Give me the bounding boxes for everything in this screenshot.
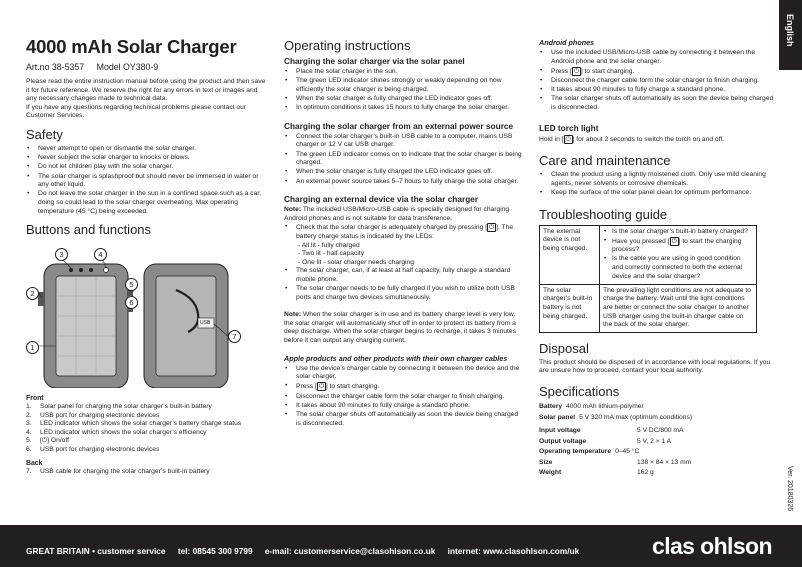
spec-key: Size — [539, 458, 553, 466]
spec-value: 5 V, 2 × 1 A — [637, 437, 672, 445]
solution-cell: The prevailing light conditions are not adequate to charge the battery. Wait until the light conditions are better or connect the solar charger to another USB charger using the built-in charger cable on the back of the solar charger. — [600, 284, 757, 332]
front-heading: Front — [26, 395, 44, 403]
care-heading: Care and maintenance — [539, 153, 671, 169]
list-item: • The green LED indicator shines strongly or weakly depending on how efficiently the solar charger is being charged. — [284, 77, 522, 94]
apple-list — [284, 365, 522, 429]
column-left — [26, 36, 268, 476]
intro-contact: If you have any questions regarding technical problems please contact our Customer Services. — [26, 103, 247, 120]
spec-value: 5 V DC/800 mA — [637, 427, 684, 434]
text: to start the charging process? — [612, 237, 742, 254]
list-item: • Is the solar charger’s built-in battery charged? — [603, 228, 753, 237]
text: to start charging. — [329, 383, 380, 391]
list-item: • Have you pressed [ ⏻ ] to start the charging process? — [603, 237, 753, 255]
text: Press — [551, 67, 569, 75]
note-text: The included USB/Micro-USB cable is specially designed for charging Android phones and is not suitable for data transference. — [284, 206, 510, 222]
text: Press — [296, 383, 314, 391]
spec-value: 5 V 320 mA max (optimum conditions) — [579, 413, 693, 421]
list-item: • Do not leave the solar charger in the sun in a confined space such as a car, doing so could lead to the solar charger overheating. Max operating temperature (45 °C) being exceeded. — [26, 190, 268, 216]
led-efficiency-indicator — [104, 268, 109, 273]
list-item: • Use the device’s charger cable by connecting it between the device and the solar charger. — [284, 365, 522, 382]
spec-value: 162 g — [637, 469, 654, 476]
list-item: • The green LED indicator comes on to indicate that the solar charger is being charged. — [284, 151, 522, 168]
article-number-line — [26, 61, 268, 73]
power-icon: ⏻ — [573, 67, 579, 75]
external-device-list — [284, 223, 522, 241]
device-illustration — [26, 240, 256, 388]
brand-logo: clas ohlson — [652, 533, 772, 559]
item-text: Solar panel for charging the solar charger’s built-in battery — [40, 403, 212, 411]
list-item: • Check that the solar charger is adequately charged by pressing [ ⏻ ]. The battery charge status is indicated by the LEDs: — [284, 223, 522, 241]
list-item: • The solar charger needs to be fully charged if you wish to utilize both USB ports and charge two devices simultaneously. — [284, 285, 522, 302]
note-label: Note: — [284, 311, 302, 319]
spec-key: Weight — [539, 469, 562, 476]
footer-bar — [0, 525, 802, 567]
text: . The battery charge status is indicated by the LEDs: — [296, 224, 514, 240]
solar-panel-charging-heading: Charging the solar charger via the solar panel — [284, 56, 465, 66]
language-tab — [779, 0, 802, 70]
item-text: LED indicator which shows the solar charger’s efficiency — [40, 428, 207, 436]
disposal-text: This product should be disposed of in accordance with local regulations. If you are unsure how to proceed, contact your local authority. — [539, 358, 771, 375]
external-source-list — [284, 133, 522, 186]
led-charge-indicator — [69, 268, 73, 272]
callout-4: 4 — [94, 248, 107, 261]
spec-value: 0–45 °C — [615, 448, 640, 455]
led-status-line: - One lit - solar charger needs charging — [298, 258, 414, 266]
solution-cell — [600, 225, 757, 284]
note-text: When the solar charger is in use and its battery charge level is very low, the solar charger will automatically shut off in order to protect its battery from a deep discharge. When the solar charger begins to recharge, it takes 3 minutes before it can output any charging current. — [284, 311, 516, 345]
table-row — [540, 284, 757, 332]
safety-heading: Safety — [26, 126, 63, 142]
list-item: • Clean the product using a lightly moistened cloth. Only use mild cleaning agents, never solvents or corrosive chemicals. — [539, 171, 775, 188]
safety-list — [26, 145, 268, 216]
list-item: • The solar charger shuts off automatically as soon the device being charged is disconnected. — [539, 95, 775, 112]
usb-label: USB — [200, 320, 211, 327]
led-status-line: - All lit - fully charged — [298, 242, 360, 250]
back-heading: Back — [26, 459, 43, 467]
troubleshooting-heading: Troubleshooting guide — [539, 206, 668, 222]
power-icon: ⏻ — [565, 135, 571, 143]
list-item: • The solar charger shuts off automatically as soon the device being charged is disconnected. — [284, 411, 522, 428]
spec-row — [539, 458, 775, 469]
problem-cell: The solar charger’s built-in battery is not being charged. — [540, 284, 600, 332]
power-icon: ⏻ — [489, 224, 495, 232]
callout-7: 7 — [228, 330, 241, 343]
list-item — [26, 412, 268, 421]
specifications-heading: Specifications — [539, 384, 620, 399]
spec-row — [539, 437, 775, 448]
list-item: • An external power source takes 5–7 hours to fully charge the solar charger. — [284, 178, 522, 187]
list-item: • It takes about 90 minutes to fully charge a standard phone. — [539, 86, 775, 95]
note-label: Note: — [284, 206, 302, 214]
operating-heading: Operating instructions — [284, 38, 411, 53]
device-drawing — [26, 240, 256, 388]
model-number: Model OY380-9 — [96, 62, 159, 72]
item-number: 1. — [26, 403, 32, 411]
table-row — [540, 225, 757, 284]
solar-panel — [56, 276, 116, 376]
spec-key: Operating temperature — [539, 448, 612, 455]
item-text: LED indicator which shows the solar charger’s battery charge status — [40, 420, 242, 428]
item-number: 5. — [26, 437, 32, 445]
item-text: [⏻] On/off — [40, 437, 69, 445]
version-label: Ver. 20180326 — [786, 466, 793, 512]
list-item — [26, 446, 268, 455]
list-item — [26, 420, 268, 429]
list-item: • When the solar charger is fully charged the LED indicator goes off. — [284, 168, 522, 177]
text: Hold in — [539, 135, 560, 143]
list-item: • Never attempt to open or dismantle the solar charger. — [26, 145, 268, 154]
external-device-heading: Charging an external device via the solar charger — [284, 194, 479, 205]
item-number: 6. — [26, 446, 32, 454]
text: to start charging. — [584, 67, 635, 75]
item-number: 7. — [26, 467, 32, 475]
led-torch-heading: LED torch light — [539, 122, 599, 133]
solution-list — [603, 228, 753, 282]
list-item: • Connect the solar charger’s built-in USB cable to a computer, mains USB charger or 12 V car USB charger. — [284, 133, 522, 150]
list-item: • Disconnect the charger cable form the solar charger to finish charging. — [539, 77, 775, 86]
list-item: • When the solar charger is fully charged the LED indicator goes off. — [284, 95, 522, 104]
spec-row — [539, 447, 775, 458]
footer-email: e-mail: customerservice@clasohlson.co.uk — [264, 546, 436, 556]
text: Have you pressed — [612, 237, 666, 245]
spec-key: Battery — [539, 403, 563, 410]
language-label: English — [785, 14, 795, 47]
column-right — [539, 36, 775, 479]
list-item: • It takes about 90 minutes to fully charge a standard phone. — [284, 402, 522, 411]
back-parts-list — [26, 468, 268, 477]
solar-charging-list — [284, 68, 522, 113]
article-number: Art.no 38-5357 — [26, 62, 85, 72]
power-icon: ⏻ — [318, 383, 324, 391]
item-number: 2. — [26, 411, 32, 419]
list-item: • Press [ ⏻ ] to start charging. — [539, 67, 775, 77]
led-charge-indicator — [79, 268, 83, 272]
led-status-line: - Two lit - half capacity — [298, 250, 365, 258]
list-item: • The solar charger is splashproof but should never be immersed in water or any other liquid. — [26, 173, 268, 190]
led-torch-text: Hold in [ ⏻ ] for about 2 seconds to switch the torch on and off. — [539, 135, 725, 143]
text: for about 2 seconds to switch the torch on and off. — [576, 135, 725, 143]
list-item — [26, 403, 268, 412]
spec-value: 138 × 84 × 13 mm — [637, 458, 692, 466]
spec-row — [539, 402, 775, 413]
callout-6: 6 — [125, 296, 138, 309]
care-list — [539, 171, 775, 197]
callout-2: 2 — [26, 287, 39, 300]
intro-paragraph: Please read the entire instruction manual before using the product and then save it for future reference. We reserve the right for any errors in text or images and any necessary changes made to technical data. — [26, 78, 266, 103]
list-item: • Use the included USB/Micro-USB cable by connecting it between the Android phone and the solar charger. — [539, 49, 775, 66]
device-note — [284, 206, 522, 223]
troubleshooting-table — [539, 225, 757, 333]
list-item — [26, 437, 268, 446]
buttons-heading: Buttons and functions — [26, 222, 152, 238]
item-number: 4. — [26, 428, 32, 436]
front-parts-list — [26, 403, 268, 455]
list-item — [26, 468, 268, 477]
callout-3: 3 — [55, 248, 68, 261]
callout-5: 5 — [125, 278, 138, 291]
spec-key: Solar panel — [539, 413, 576, 421]
page-title: 4000 mAh Solar Charger — [26, 36, 237, 57]
list-item: • Never subject the solar charger to knocks or blows. — [26, 154, 268, 163]
footer-telephone: tel: 08545 300 9799 — [177, 546, 253, 556]
list-item: • Keep the surface of the solar panel clean for optimum performance. — [539, 189, 775, 198]
item-number: 3. — [26, 420, 32, 428]
external-source-heading: Charging the solar charger from an external power source — [284, 120, 514, 131]
android-list — [539, 49, 775, 113]
spec-key: Output voltage — [539, 437, 587, 445]
footer-contact — [26, 546, 589, 556]
callout-1: 1 — [26, 341, 39, 354]
apple-heading: Apple products and other products with their own charger cables — [284, 353, 508, 363]
spec-key: Input voltage — [539, 427, 581, 434]
external-device-list-continued — [284, 267, 522, 302]
footer-website: internet: www.clasohlson.com/uk — [447, 546, 580, 556]
item-text: USB port for charging electronic devices — [40, 446, 160, 454]
spec-row — [539, 426, 775, 437]
item-text: USB port for charging electronic devices — [40, 411, 160, 419]
list-item: • Press [ ⏻ ] to start charging. — [284, 382, 522, 392]
disposal-heading: Disposal — [539, 340, 589, 356]
android-heading: Android phones — [539, 38, 595, 47]
spec-row — [539, 413, 775, 424]
led-charge-indicator — [89, 268, 93, 272]
list-item: • In optimum conditions it takes 15 hours to fully charge the solar charger. — [284, 104, 522, 113]
footer-country: GREAT BRITAIN • customer service — [26, 546, 166, 556]
list-item: • Is the cable you are using in good condition and correctly connected to both the external device and the solar charger? — [603, 255, 753, 281]
list-item: • The solar charger, can, if at least at half capacity, fully charge a standard mobile phone. — [284, 267, 522, 284]
column-middle — [284, 36, 522, 429]
list-item: • Place the solar charger in the sun. — [284, 68, 522, 77]
text: Check that the solar charger is adequately charged by pressing — [296, 224, 484, 232]
spec-value: 4000 mAh lithium-polymer — [566, 403, 644, 410]
item-text: USB cable for charging the solar charger’s built-in battery — [40, 467, 210, 475]
list-item: • Disconnect the charger cable form the solar charger to finish charging. — [284, 393, 522, 402]
power-icon: ⏻ — [671, 237, 677, 245]
list-item: • Do not let children play with the solar charger. — [26, 163, 268, 172]
problem-cell: The external device is not being charged. — [540, 225, 600, 284]
shutoff-note — [284, 311, 522, 345]
spec-row — [539, 468, 775, 479]
